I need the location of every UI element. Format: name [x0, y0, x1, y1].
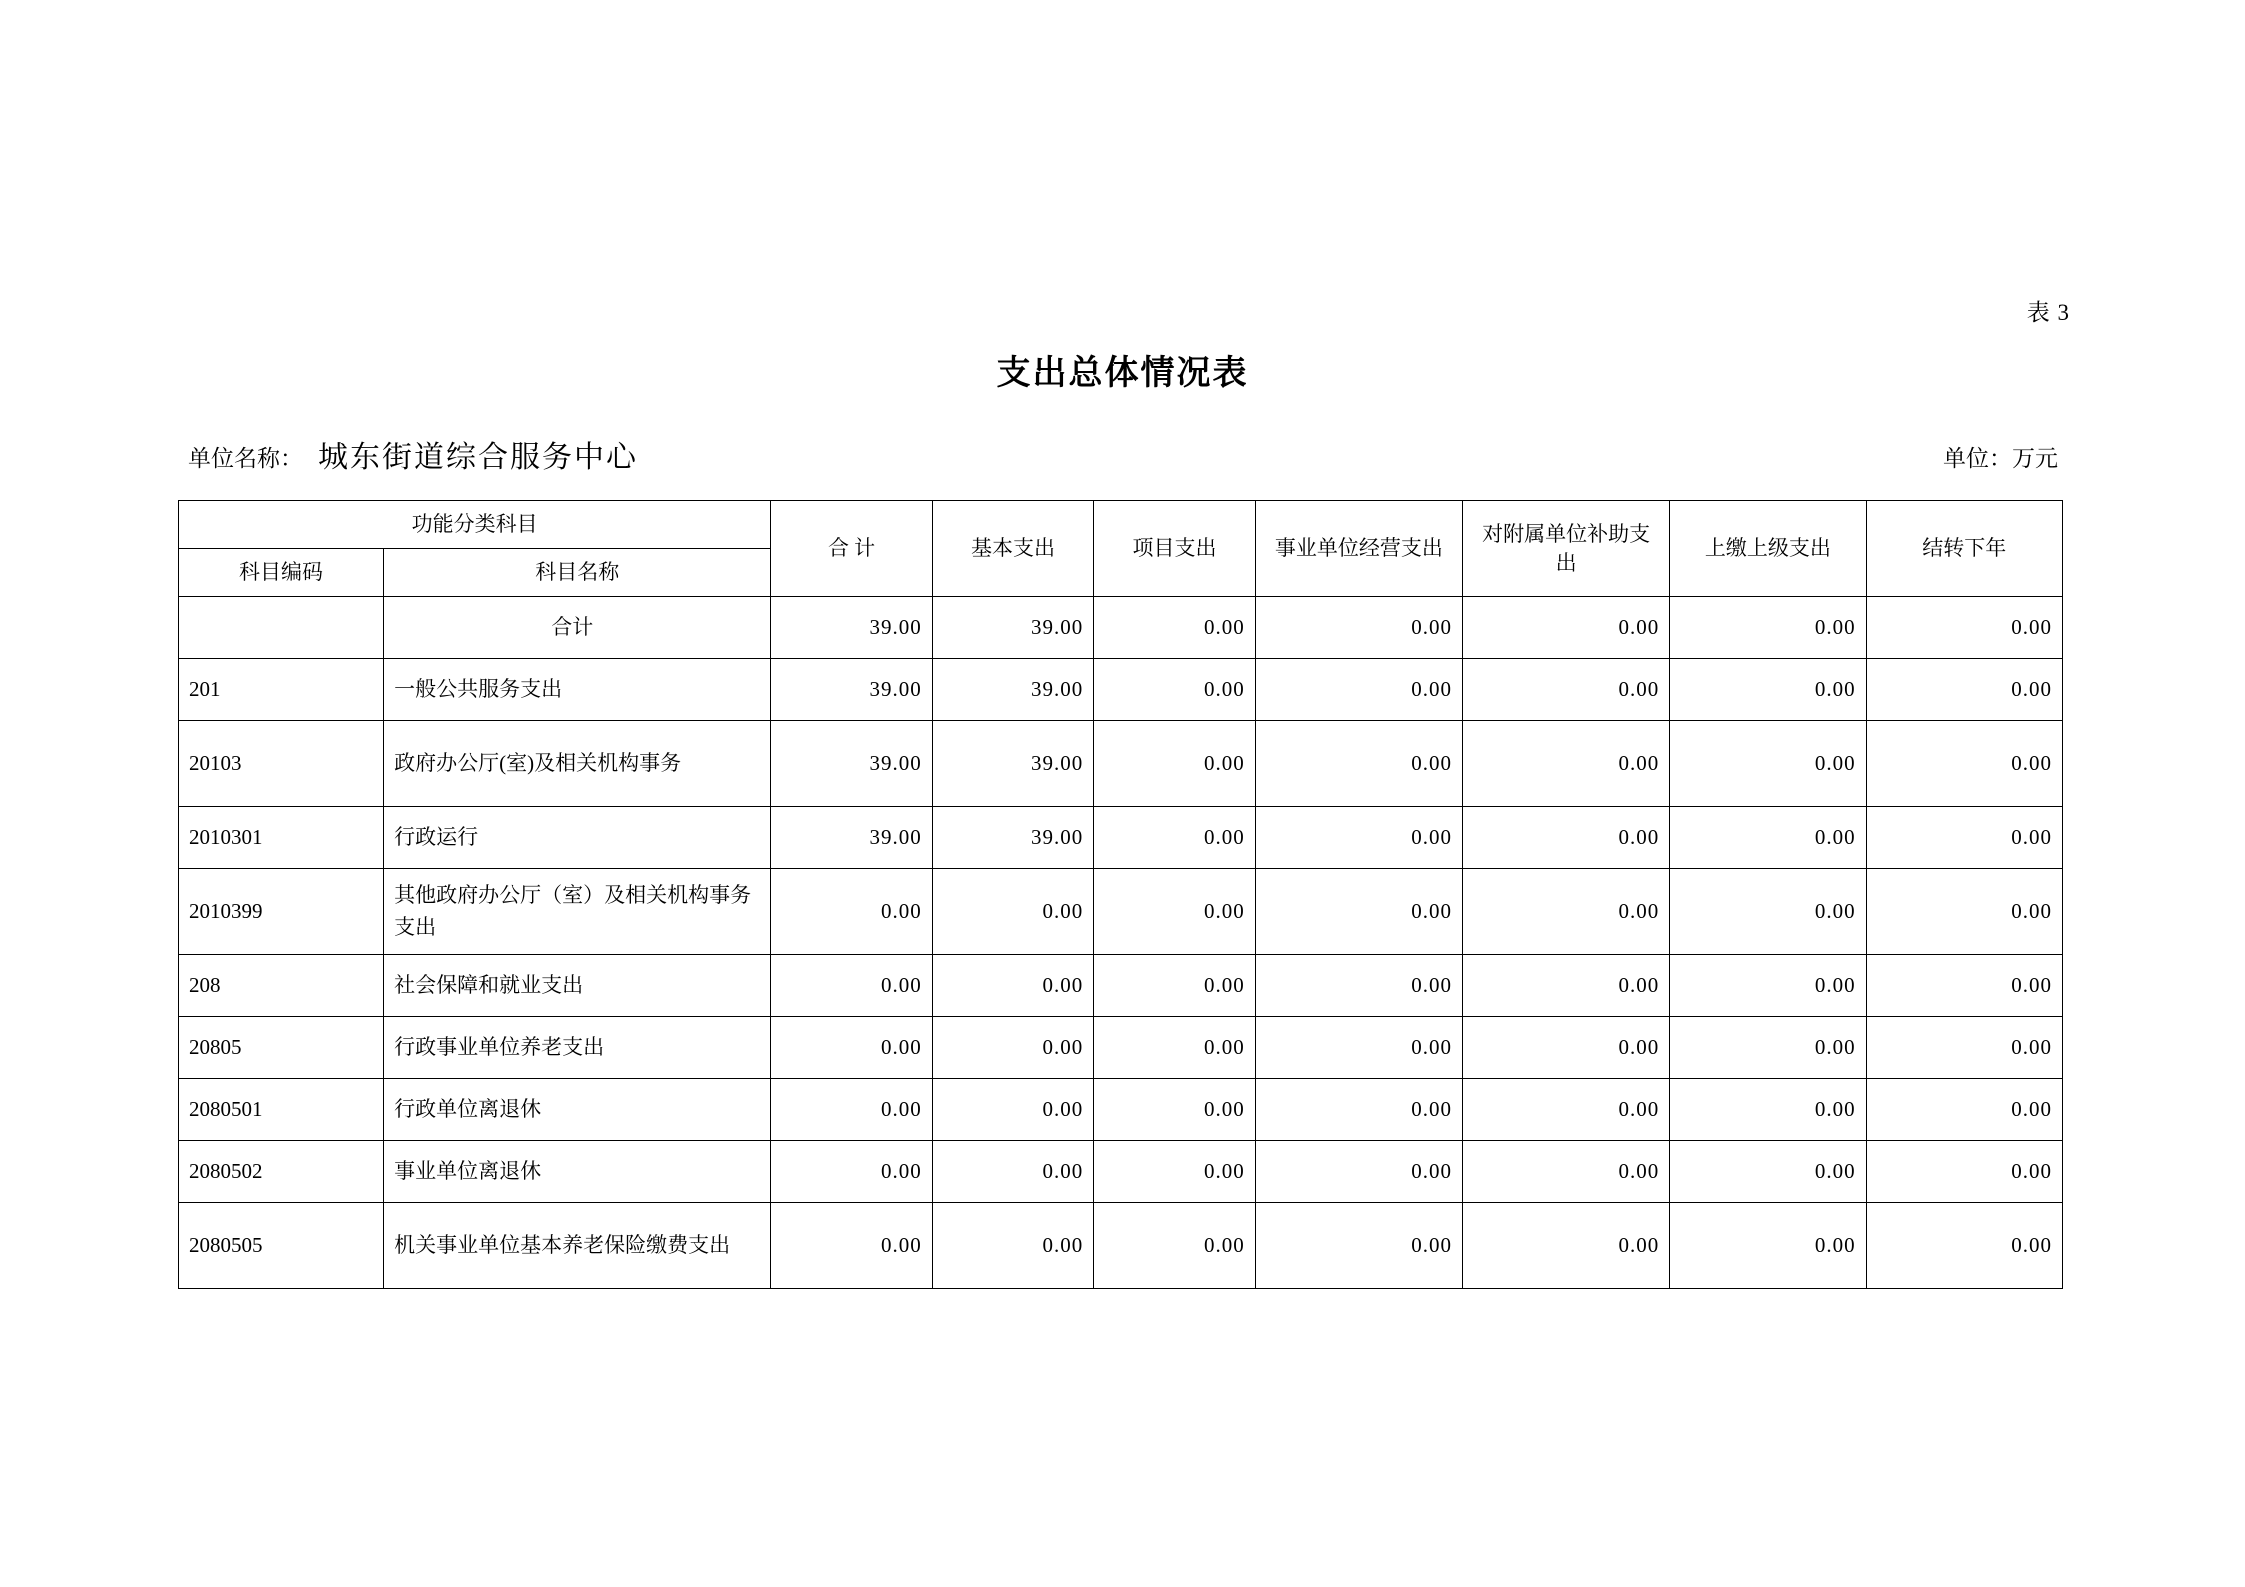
- cell-upper: 0.00: [1670, 1079, 1866, 1141]
- cell-project: 0.00: [1094, 807, 1255, 869]
- table-row: [179, 955, 2063, 1017]
- cell-subject-name: 行政运行: [384, 807, 771, 869]
- cell-subject-code: 2080505: [179, 1203, 384, 1289]
- cell-basic: 0.00: [932, 1017, 1093, 1079]
- cell-subsidy: 0.00: [1462, 597, 1669, 659]
- expenditure-table-wrapper: [178, 500, 2063, 1289]
- cell-subsidy: 0.00: [1462, 1017, 1669, 1079]
- cell-project: 0.00: [1094, 869, 1255, 955]
- unit-label: 单位名称：: [188, 446, 303, 471]
- cell-basic: 39.00: [932, 659, 1093, 721]
- cell-upper: 0.00: [1670, 807, 1866, 869]
- table-row: [179, 807, 2063, 869]
- header-carryover-next-year: 结转下年: [1866, 501, 2062, 597]
- cell-basic: 0.00: [932, 869, 1093, 955]
- cell-subject-name: 机关事业单位基本养老保险缴费支出: [384, 1203, 771, 1289]
- cell-carryover: 0.00: [1866, 955, 2062, 1017]
- cell-subject-code: 2010301: [179, 807, 384, 869]
- header-project-expenditure: 项目支出: [1094, 501, 1255, 597]
- cell-subsidy: 0.00: [1462, 659, 1669, 721]
- cell-subject-code: [179, 597, 384, 659]
- cell-project: 0.00: [1094, 1141, 1255, 1203]
- cell-carryover: 0.00: [1866, 807, 2062, 869]
- page-title: 支出总体情况表: [996, 355, 1249, 392]
- cell-subject-code: 2080501: [179, 1079, 384, 1141]
- cell-total: 39.00: [771, 597, 932, 659]
- expenditure-table: [178, 500, 2063, 1289]
- cell-total: 0.00: [771, 1017, 932, 1079]
- unit-measure: 单位：万元: [1943, 446, 2058, 471]
- cell-subject-name: 社会保障和就业支出: [384, 955, 771, 1017]
- cell-subsidy: 0.00: [1462, 1141, 1669, 1203]
- cell-basic: 0.00: [932, 955, 1093, 1017]
- cell-subject-code: 208: [179, 955, 384, 1017]
- cell-carryover: 0.00: [1866, 1017, 2062, 1079]
- cell-upper: 0.00: [1670, 869, 1866, 955]
- cell-upper: 0.00: [1670, 1141, 1866, 1203]
- table-row: [179, 721, 2063, 807]
- cell-basic: 0.00: [932, 1141, 1093, 1203]
- sheet-number: 表 3: [2026, 300, 2070, 325]
- cell-total: 39.00: [771, 807, 932, 869]
- cell-subject-code: 2010399: [179, 869, 384, 955]
- cell-carryover: 0.00: [1866, 659, 2062, 721]
- cell-operating: 0.00: [1255, 1079, 1462, 1141]
- header-total: 合 计: [771, 501, 932, 597]
- table-header: [179, 501, 2063, 597]
- cell-subject-name: 行政事业单位养老支出: [384, 1017, 771, 1079]
- cell-operating: 0.00: [1255, 807, 1462, 869]
- cell-subject-name: 其他政府办公厅（室）及相关机构事务支出: [384, 869, 771, 955]
- unit-name: 城东街道综合服务中心: [318, 441, 638, 474]
- cell-project: 0.00: [1094, 597, 1255, 659]
- table-row: [179, 1079, 2063, 1141]
- header-subject-code: 科目编码: [179, 549, 384, 597]
- cell-upper: 0.00: [1670, 1203, 1866, 1289]
- cell-carryover: 0.00: [1866, 597, 2062, 659]
- cell-operating: 0.00: [1255, 1017, 1462, 1079]
- cell-upper: 0.00: [1670, 721, 1866, 807]
- cell-subject-code: 201: [179, 659, 384, 721]
- table-row: [179, 597, 2063, 659]
- table-row: [179, 1017, 2063, 1079]
- cell-subject-name: 行政单位离退休: [384, 1079, 771, 1141]
- cell-subsidy: 0.00: [1462, 869, 1669, 955]
- unit-info-row: [188, 432, 2058, 472]
- header-upper-level-expenditure: 上缴上级支出: [1670, 501, 1866, 597]
- cell-basic: 39.00: [932, 721, 1093, 807]
- header-basic-expenditure: 基本支出: [932, 501, 1093, 597]
- cell-basic: 0.00: [932, 1203, 1093, 1289]
- cell-project: 0.00: [1094, 955, 1255, 1017]
- cell-carryover: 0.00: [1866, 721, 2062, 807]
- cell-subject-name: 合计: [384, 597, 771, 659]
- cell-subject-name: 事业单位离退休: [384, 1141, 771, 1203]
- cell-project: 0.00: [1094, 721, 1255, 807]
- cell-subsidy: 0.00: [1462, 955, 1669, 1017]
- cell-operating: 0.00: [1255, 955, 1462, 1017]
- cell-upper: 0.00: [1670, 955, 1866, 1017]
- cell-operating: 0.00: [1255, 659, 1462, 721]
- cell-total: 39.00: [771, 721, 932, 807]
- cell-total: 0.00: [771, 1203, 932, 1289]
- cell-project: 0.00: [1094, 1203, 1255, 1289]
- cell-total: 0.00: [771, 955, 932, 1017]
- header-subject-name: 科目名称: [384, 549, 771, 597]
- table-row: [179, 659, 2063, 721]
- cell-operating: 0.00: [1255, 597, 1462, 659]
- cell-project: 0.00: [1094, 659, 1255, 721]
- cell-basic: 39.00: [932, 597, 1093, 659]
- cell-operating: 0.00: [1255, 869, 1462, 955]
- cell-operating: 0.00: [1255, 1141, 1462, 1203]
- cell-total: 0.00: [771, 1079, 932, 1141]
- header-operating-expenditure: 事业单位经营支出: [1255, 501, 1462, 597]
- table-row: [179, 1141, 2063, 1203]
- cell-basic: 0.00: [932, 1079, 1093, 1141]
- cell-project: 0.00: [1094, 1079, 1255, 1141]
- header-subsidy-expenditure: 对附属单位补助支出: [1462, 501, 1669, 597]
- cell-carryover: 0.00: [1866, 1079, 2062, 1141]
- cell-subject-name: 政府办公厅(室)及相关机构事务: [384, 721, 771, 807]
- cell-upper: 0.00: [1670, 1017, 1866, 1079]
- cell-subject-code: 2080502: [179, 1141, 384, 1203]
- cell-subsidy: 0.00: [1462, 1079, 1669, 1141]
- table-body: [179, 597, 2063, 1289]
- cell-subject-name: 一般公共服务支出: [384, 659, 771, 721]
- cell-subject-code: 20103: [179, 721, 384, 807]
- table-row: [179, 1203, 2063, 1289]
- header-group-classification: 功能分类科目: [179, 501, 771, 549]
- cell-total: 0.00: [771, 1141, 932, 1203]
- cell-subject-code: 20805: [179, 1017, 384, 1079]
- table-row: [179, 869, 2063, 955]
- cell-operating: 0.00: [1255, 1203, 1462, 1289]
- cell-total: 39.00: [771, 659, 932, 721]
- cell-subsidy: 0.00: [1462, 807, 1669, 869]
- cell-total: 0.00: [771, 869, 932, 955]
- cell-operating: 0.00: [1255, 721, 1462, 807]
- cell-basic: 39.00: [932, 807, 1093, 869]
- cell-carryover: 0.00: [1866, 1203, 2062, 1289]
- cell-upper: 0.00: [1670, 659, 1866, 721]
- table-header-row-1: [179, 501, 2063, 549]
- cell-subsidy: 0.00: [1462, 721, 1669, 807]
- cell-carryover: 0.00: [1866, 869, 2062, 955]
- cell-project: 0.00: [1094, 1017, 1255, 1079]
- cell-carryover: 0.00: [1866, 1141, 2062, 1203]
- cell-subsidy: 0.00: [1462, 1203, 1669, 1289]
- cell-upper: 0.00: [1670, 597, 1866, 659]
